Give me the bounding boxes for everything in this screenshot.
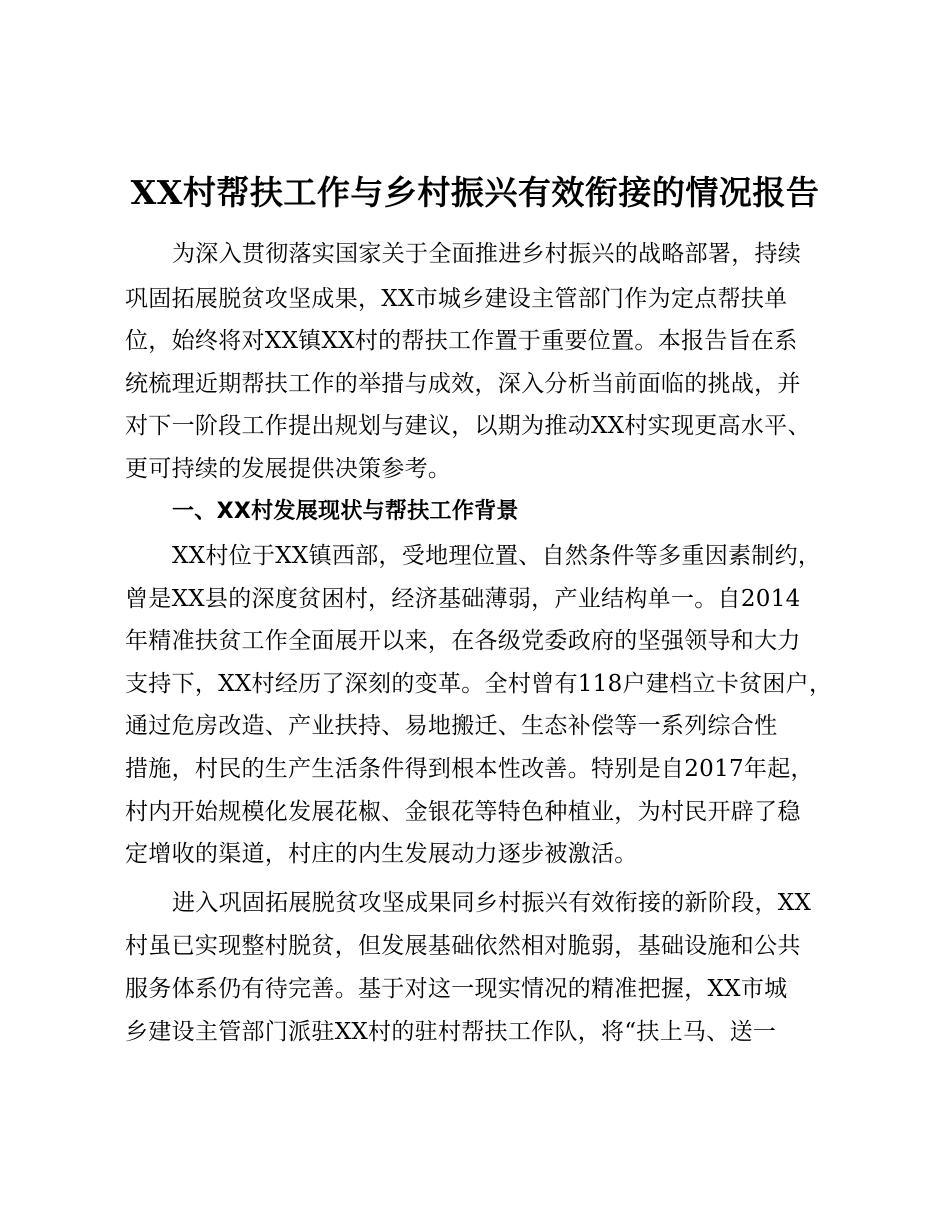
section-1-p1-line-3: 年精准扶贫工作全面展开以来，在各级党委政府的坚强领导和大力 <box>125 628 801 654</box>
document-title: XX村帮扶工作与乡村振兴有效衔接的情况报告 <box>130 173 820 212</box>
section-1-p2-line-2: 村虽已实现整村脱贫，但发展基础依然相对脆弱，基础设施和公共 <box>125 933 801 959</box>
section-1-p1-line-6: 措施，村民的生产生活条件得到根本性改善。特别是自2017年起， <box>125 756 814 782</box>
section-1-p2-line-3: 服务体系仍有待完善。基于对这一现实情况的精准把握，XX市城 <box>125 976 788 1002</box>
intro-line-1: 为深入贯彻落实国家关于全面推进乡村振兴的战略部署，持续 <box>172 241 802 267</box>
section-1-p2-line-1: 进入巩固拓展脱贫攻坚成果同乡村振兴有效衔接的新阶段，XX <box>172 890 812 916</box>
section-1-heading: 一、XX村发展现状与帮扶工作背景 <box>172 499 519 524</box>
section-1-p1-line-2: 曾是XX县的深度贫困村，经济基础薄弱，产业结构单一。自2014 <box>125 586 801 612</box>
intro-line-5: 对下一阶段工作提出规划与建议，以期为推动XX村实现更高水平、 <box>125 413 811 439</box>
intro-line-3: 位，始终将对XX镇XX村的帮扶工作置于重要位置。本报告旨在系 <box>125 328 798 354</box>
intro-line-2: 巩固拓展脱贫攻坚成果，XX市城乡建设主管部门作为定点帮扶单 <box>125 286 788 312</box>
intro-line-4: 统梳理近期帮扶工作的举措与成效，深入分析当前面临的挑战，并 <box>125 371 801 397</box>
section-1-p2-line-4: 乡建设主管部门派驻XX村的驻村帮扶工作队，将“扶上马、送一 <box>125 1019 777 1045</box>
intro-line-6: 更可持续的发展提供决策参考。 <box>125 456 452 482</box>
section-1-p1-line-1: XX村位于XX镇西部，受地理位置、自然条件等多重因素制约， <box>172 543 822 569</box>
section-1-p1-line-4: 支持下，XX村经历了深刻的变革。全村曾有118户建档立卡贫困户， <box>125 671 833 697</box>
section-1-p1-line-8: 定增收的渠道，村庄的内生发展动力逐步被激活。 <box>125 841 638 867</box>
section-1-p1-line-5: 通过危房改造、产业扶持、易地搬迁、生态补偿等一系列综合性 <box>125 713 778 739</box>
section-1-p1-line-7: 村内开始规模化发展花椒、金银花等特色种植业，为村民开辟了稳 <box>125 799 801 825</box>
